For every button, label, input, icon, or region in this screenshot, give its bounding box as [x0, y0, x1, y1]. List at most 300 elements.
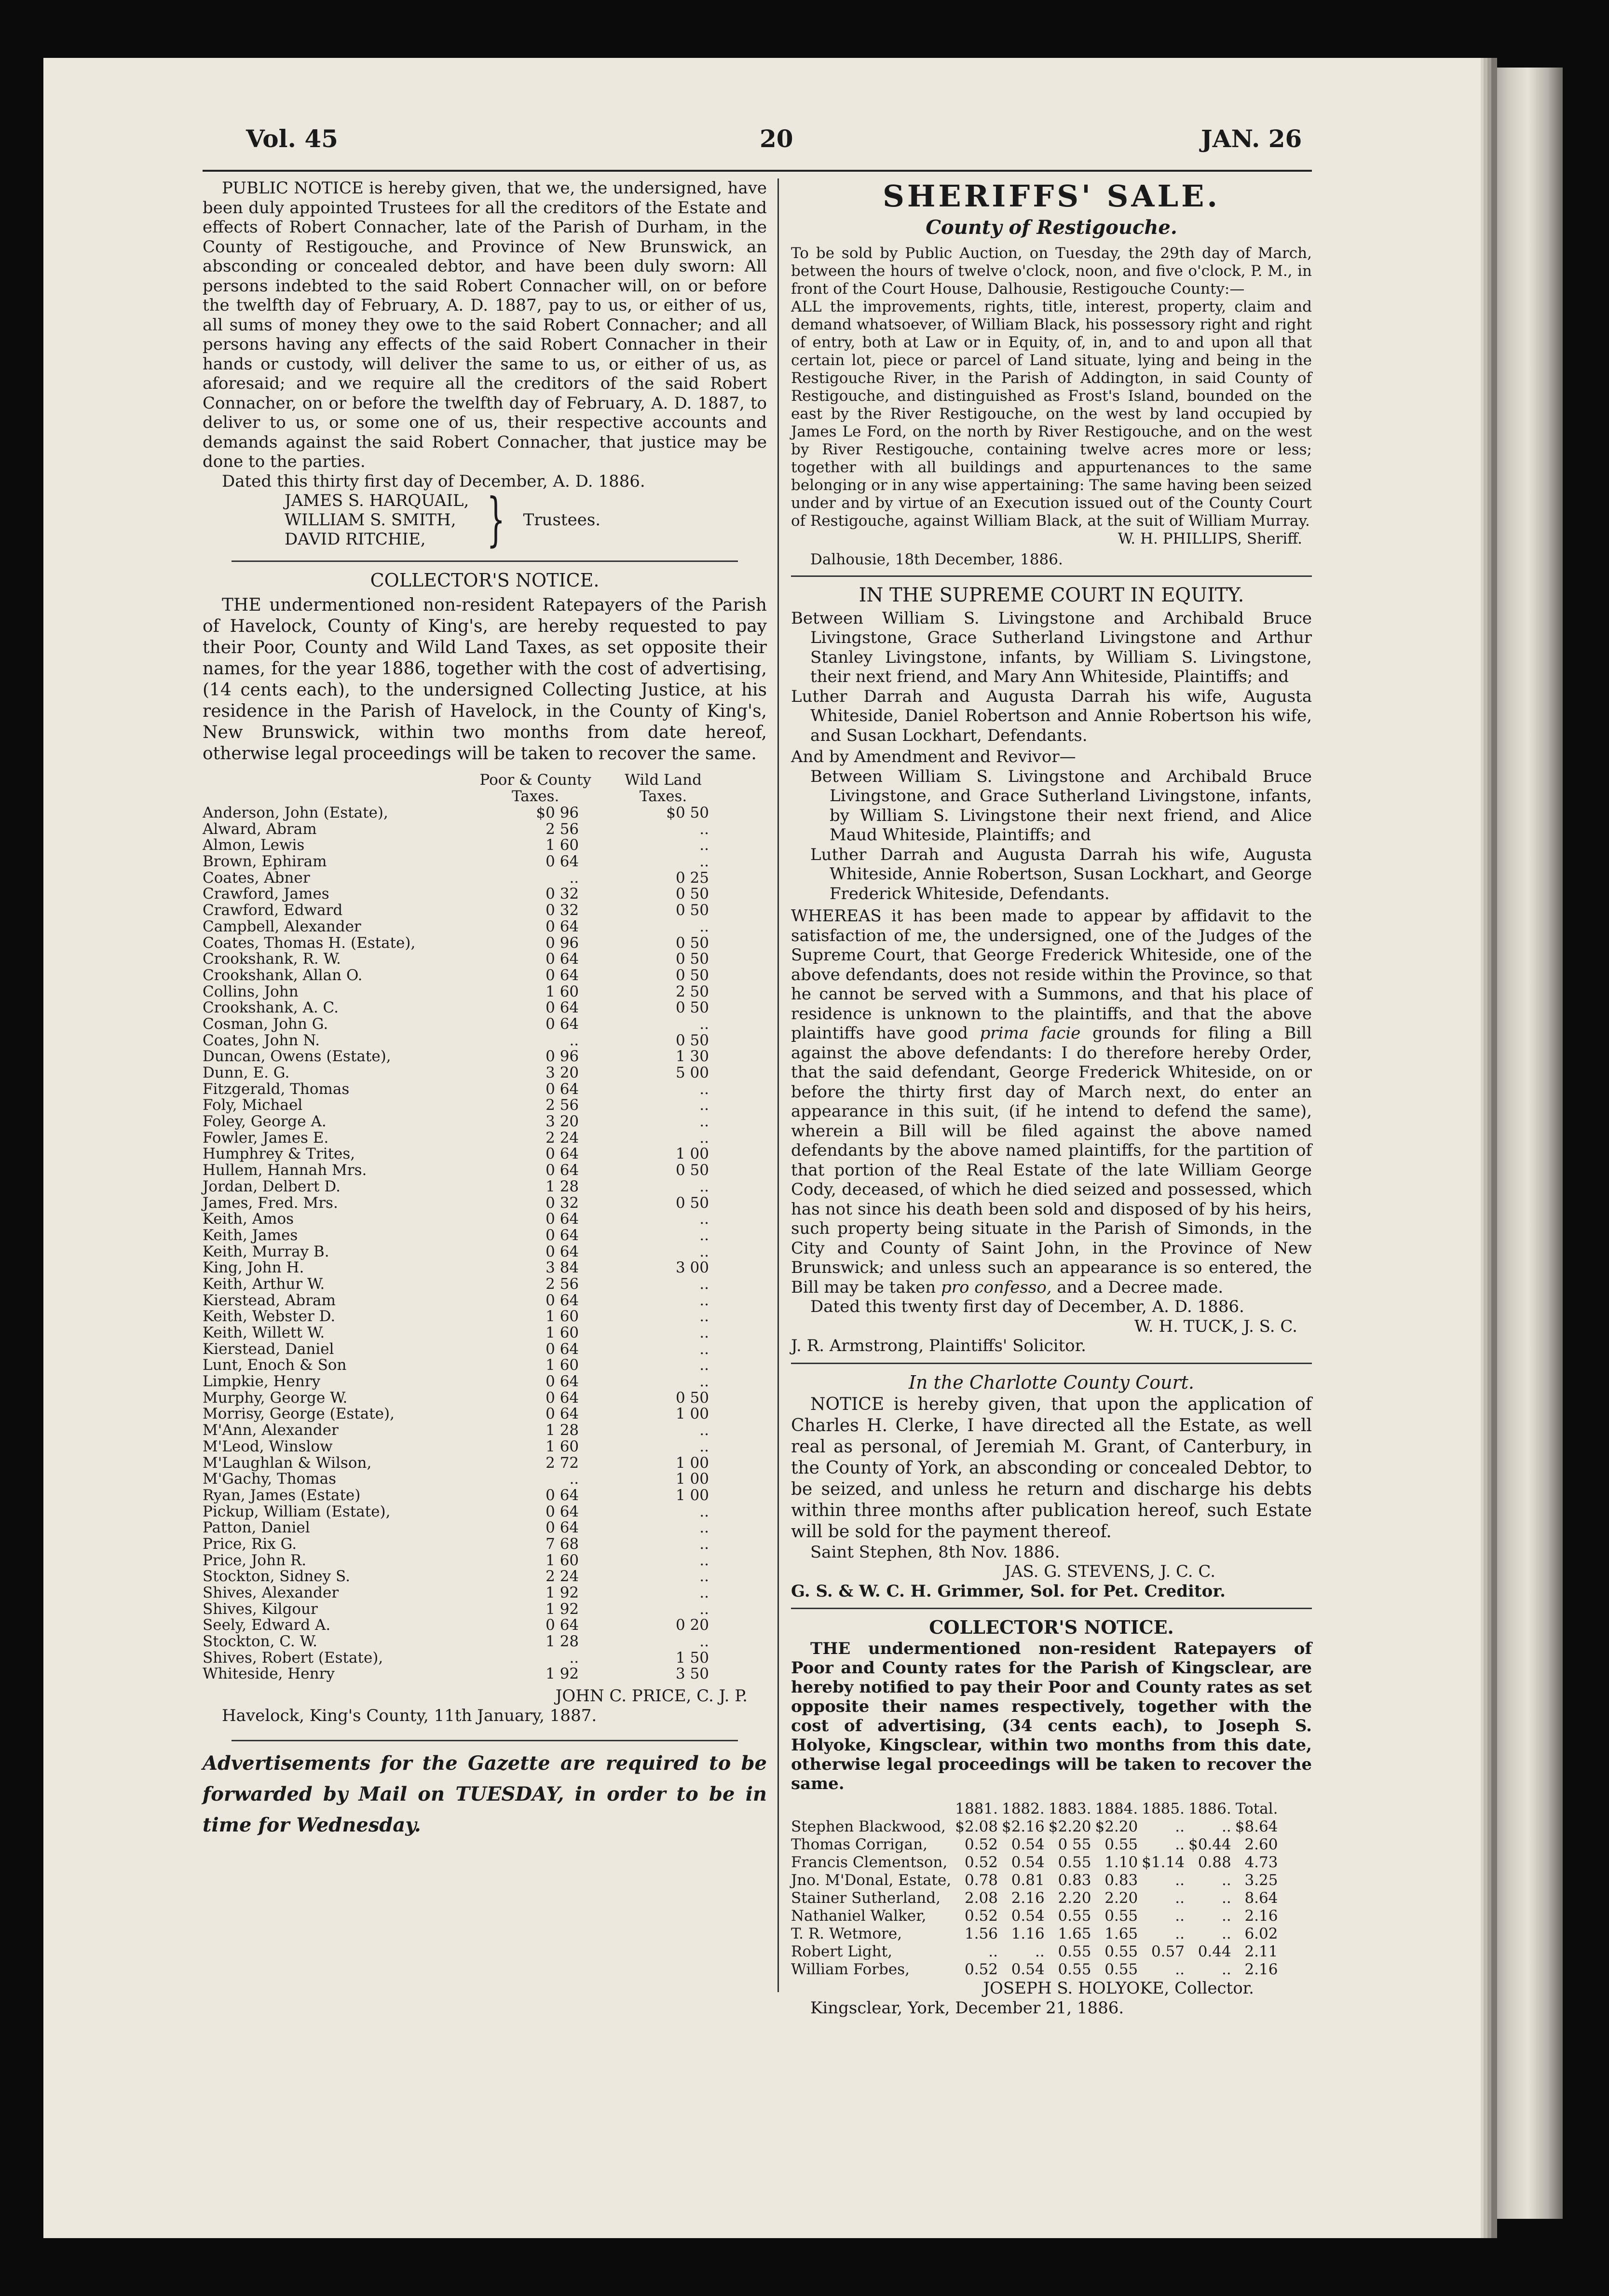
- rate-cell: 2.16: [1244, 1907, 1278, 1925]
- table-row: [203, 1406, 728, 1422]
- rate-cell: 0.52: [964, 1836, 998, 1853]
- rate-cell: 0 55: [1058, 1836, 1091, 1853]
- rate-cell: ..: [1175, 1961, 1185, 1978]
- ratepayer-name: T. R. Wetmore,: [791, 1925, 902, 1942]
- trustee-name: JAMES S. HARQUAIL,: [285, 491, 469, 510]
- rate-cell: 0.83: [1104, 1872, 1138, 1889]
- table-row: [203, 1341, 728, 1358]
- table-row: [203, 1130, 728, 1147]
- rate-cell: 0.55: [1058, 1961, 1091, 1978]
- rate-cell: 1.65: [1058, 1925, 1091, 1942]
- sheriffs-sale: [791, 178, 1312, 569]
- poor-county-tax: 1 92: [545, 1584, 579, 1601]
- table-row: [203, 902, 728, 919]
- wild-land-tax: 0 50: [675, 1194, 709, 1212]
- column-header: 1883.: [1048, 1800, 1091, 1818]
- sheriffs-sale-title: SHERIFFS' SALE.: [883, 178, 1220, 214]
- poor-county-tax: ..: [569, 1031, 579, 1049]
- rate-cell: 0.55: [1058, 1907, 1091, 1925]
- rate-cell: 0.57: [1151, 1943, 1185, 1960]
- ratepayer-name: Thomas Corrigan,: [791, 1836, 928, 1853]
- ratepayer-name: Stainer Sutherland,: [791, 1889, 941, 1907]
- rate-cell: 0.54: [1011, 1836, 1045, 1853]
- ratepayer-name: Patton, Daniel: [203, 1519, 310, 1537]
- column-header: 1886.: [1188, 1800, 1231, 1818]
- table-row: [791, 1907, 1282, 1925]
- trustee-name: DAVID RITCHIE,: [285, 530, 426, 549]
- rate-cell: 0.55: [1058, 1943, 1091, 1960]
- poor-county-tax: 0 64: [545, 1519, 579, 1537]
- wild-land-tax: 0 50: [675, 1162, 709, 1179]
- wild-land-tax: ..: [699, 1437, 709, 1455]
- table-row: [203, 1569, 728, 1585]
- table-row: [203, 1195, 728, 1212]
- equity-judge: W. H. TUCK, J. S. C.: [1134, 1316, 1297, 1336]
- rate-cell: $2.20: [1048, 1818, 1091, 1835]
- ratepayer-name: Crookshank, R. W.: [203, 950, 341, 968]
- trustee-signatures: [285, 486, 767, 553]
- issue-date: JAN. 26: [1201, 124, 1302, 153]
- col-wild-land: Wild Land Taxes.: [625, 771, 702, 805]
- ratepayer-name: Dunn, E. G.: [203, 1064, 290, 1081]
- poor-county-tax: 1 28: [545, 1633, 579, 1651]
- wild-land-tax: ..: [699, 1210, 709, 1228]
- poor-county-tax: 0 64: [545, 1243, 579, 1260]
- ratepayer-name: King, John H.: [203, 1259, 304, 1277]
- table-row: [203, 1488, 728, 1504]
- charlotte-title: In the Charlotte County Court.: [908, 1371, 1195, 1393]
- poor-county-tax: 1 28: [545, 1421, 579, 1439]
- table-row: [203, 1179, 728, 1195]
- ratepayer-name: Collins, John: [203, 983, 299, 1000]
- wild-land-tax: ..: [699, 1291, 709, 1309]
- poor-county-tax: 0 64: [545, 950, 579, 968]
- havelock-signature: JOHN C. PRICE, C. J. P.: [555, 1686, 748, 1706]
- charlotte-county-notice: [791, 1371, 1312, 1601]
- column-header: 1884.: [1095, 1800, 1138, 1818]
- wild-land-tax: ..: [699, 1535, 709, 1553]
- sheriff-signature: W. H. PHILLIPS, Sheriff.: [1118, 530, 1302, 547]
- rate-cell: 1.10: [1104, 1854, 1138, 1871]
- poor-county-tax: $0 96: [536, 804, 579, 821]
- rate-cell: 2.60: [1244, 1836, 1278, 1853]
- poor-county-tax: 2 72: [545, 1454, 579, 1472]
- ratepayer-name: Robert Light,: [791, 1943, 892, 1960]
- wild-land-tax: ..: [699, 853, 709, 871]
- poor-county-tax: 0 64: [545, 999, 579, 1017]
- sheriff-intro: To be sold by Public Auction, on Tuesday, the 29th day of March, between the hours of twelve o'clock, noon, and five o'clock, P. M., in front of the Court House, Dalhousie, Restigouche County:—: [791, 244, 1312, 298]
- wild-land-tax: 0 20: [675, 1616, 709, 1634]
- poor-county-tax: 2 56: [545, 1096, 579, 1114]
- wild-land-tax: 1 00: [675, 1470, 709, 1488]
- wild-land-tax: ..: [699, 1356, 709, 1374]
- county-heading: County of Restigouche.: [926, 216, 1177, 239]
- table-row: [203, 1211, 728, 1228]
- wild-land-tax: ..: [699, 1015, 709, 1033]
- wild-land-tax: ..: [699, 1340, 709, 1358]
- equity-revivor: And by Amendment and Revivor—: [791, 747, 1076, 766]
- rate-cell: 2.16: [1244, 1961, 1278, 1978]
- havelock-tax-table: [203, 771, 728, 1682]
- rate-cell: 3.25: [1244, 1872, 1278, 1889]
- ratepayer-name: Coates, Thomas H. (Estate),: [203, 934, 416, 952]
- ratepayer-name: Crookshank, Allan O.: [203, 966, 363, 984]
- rate-cell: 1.16: [1011, 1925, 1045, 1942]
- ratepayer-name: Fowler, James E.: [203, 1129, 329, 1147]
- kingsclear-body: THE undermentioned non-resident Ratepayers of Poor and County rates for the Parish of Kingsclear, are hereby notified to pay their Poor and County rates as set opposite their names respectively, together with the cost of advertising, (34 cents each), to Joseph S. Holyoke, Kingsclear, within two months from this date, otherwise legal proceedings will be taken to recover the same.: [791, 1639, 1312, 1793]
- havelock-place-date: Havelock, King's County, 11th January, 1887.: [222, 1706, 597, 1725]
- havelock-collector-notice: [203, 569, 767, 1725]
- brace-glyph: }: [487, 486, 505, 553]
- ratepayer-name: Jordan, Delbert D.: [203, 1177, 341, 1195]
- table-row: [203, 1390, 728, 1407]
- page-number: 20: [760, 124, 793, 153]
- wild-land-tax: ..: [699, 1177, 709, 1195]
- table-row: [203, 854, 728, 870]
- table-row: [203, 1585, 728, 1601]
- rate-cell: ..: [1222, 1818, 1231, 1835]
- column-header: Total.: [1235, 1800, 1278, 1818]
- ratepayer-name: Coates, John N.: [203, 1031, 320, 1049]
- rate-cell: 0.83: [1058, 1872, 1091, 1889]
- rate-cell: $0.44: [1188, 1836, 1231, 1853]
- table-row: [203, 1276, 728, 1293]
- ratepayer-name: Jno. M'Donal, Estate,: [791, 1872, 952, 1889]
- ratepayer-name: Keith, Arthur W.: [203, 1275, 325, 1293]
- rate-cell: 0.55: [1104, 1836, 1138, 1853]
- ratepayer-name: Francis Clementson,: [791, 1854, 948, 1871]
- wild-land-tax: 0 50: [675, 902, 709, 919]
- poor-county-tax: 2 56: [545, 1275, 579, 1293]
- ratepayer-name: Keith, Amos: [203, 1210, 294, 1228]
- table-row: [791, 1854, 1282, 1872]
- equity-body-start: WHEREAS it has been made to appear by affidavit to the satisfaction of me, the undersigned, one of the Judges of the Supreme Court, that George Frederick Whiteside, one of the above defendants, does not reside within the Province, so that he cannot be served with a Summons, and that his place of residence is unknown to the plaintiffs, and that the above plaintiffs have good: [791, 906, 1312, 1043]
- poor-county-tax: 1 60: [545, 836, 579, 854]
- ratepayer-name: Stephen Blackwood,: [791, 1818, 946, 1835]
- poor-county-tax: 0 32: [545, 1194, 579, 1212]
- trustee-notice-dated: Dated this thirty first day of December, A. D. 1886.: [222, 471, 645, 491]
- rate-cell: 0.54: [1011, 1907, 1045, 1925]
- table-row: [203, 1244, 728, 1260]
- table-row: [791, 1836, 1282, 1854]
- wild-land-tax: 0 50: [675, 1389, 709, 1407]
- kingsclear-signature: JOSEPH S. HOLYOKE, Collector.: [983, 1979, 1254, 1998]
- rate-cell: 0.52: [964, 1854, 998, 1871]
- poor-county-tax: 0 64: [545, 1291, 579, 1309]
- poor-county-tax: 2 24: [545, 1568, 579, 1585]
- poor-county-tax: 0 64: [545, 1616, 579, 1634]
- rate-cell: 0.54: [1011, 1961, 1045, 1978]
- havelock-title: COLLECTOR'S NOTICE.: [370, 570, 600, 591]
- trustee-notice: [203, 178, 767, 553]
- havelock-body: THE undermentioned non-resident Ratepayers of the Parish of Havelock, County of King's, are hereby requested to pay their Poor, County and Wild Land Taxes, as set opposite their names, for the year 1886, together with the cost of advertising, (14 cents each), to the undersigned Collecting Justice, at his residence in the Parish of Havelock, in the County of King's, New Brunswick, within two months from date hereof, otherwise legal proceedings will be taken to recover the same.: [203, 595, 767, 764]
- table-row: [791, 1961, 1282, 1979]
- table-row: [203, 1146, 728, 1162]
- volume-label: Vol. 45: [246, 124, 338, 153]
- table-row: [203, 984, 728, 1000]
- wild-land-tax: ..: [699, 1275, 709, 1293]
- wild-land-tax: 1 50: [675, 1649, 709, 1667]
- wild-land-tax: 0 50: [675, 999, 709, 1017]
- poor-county-tax: 0 64: [545, 1486, 579, 1504]
- wild-land-tax: ..: [699, 1633, 709, 1651]
- wild-land-tax: ..: [699, 1600, 709, 1618]
- equity-body-end: and a Decree made.: [1057, 1277, 1224, 1297]
- table-row: [203, 968, 728, 984]
- ratepayer-name: Duncan, Owens (Estate),: [203, 1048, 391, 1066]
- wild-land-tax: ..: [699, 1080, 709, 1098]
- rate-cell: ..: [1175, 1907, 1185, 1925]
- table-row: [203, 1228, 728, 1244]
- rate-cell: 0.55: [1104, 1943, 1138, 1960]
- table-row: [203, 1309, 728, 1325]
- prima-facie: prima facie: [980, 1024, 1081, 1043]
- poor-county-tax: 0 64: [545, 1373, 579, 1391]
- table-row: [203, 935, 728, 952]
- table-row: [203, 1504, 728, 1520]
- rate-cell: $1.14: [1142, 1854, 1185, 1871]
- table-row: [203, 951, 728, 968]
- table-row: [791, 1943, 1282, 1961]
- ratepayer-name: Morrisy, George (Estate),: [203, 1405, 395, 1423]
- col-poor-county: Poor & County Taxes.: [479, 771, 591, 805]
- wild-land-tax: 1 00: [675, 1145, 709, 1163]
- poor-county-tax: 1 92: [545, 1665, 579, 1683]
- equity-solicitor: J. R. Armstrong, Plaintiffs' Solicitor.: [791, 1336, 1086, 1355]
- ratepayer-name: M'Ann, Alexander: [203, 1421, 339, 1439]
- rate-cell: 2.16: [1011, 1889, 1045, 1907]
- charlotte-solicitor: G. S. & W. C. H. Grimmer, Sol. for Pet. Creditor.: [791, 1581, 1226, 1601]
- poor-county-tax: 0 64: [545, 1226, 579, 1244]
- ratepayer-name: M'Gachy, Thomas: [203, 1470, 337, 1488]
- rate-cell: ..: [1175, 1872, 1185, 1889]
- wild-land-tax: ..: [699, 1421, 709, 1439]
- table-row: [203, 837, 728, 854]
- wild-land-tax: 3 00: [675, 1259, 709, 1277]
- ratepayer-name: Ryan, James (Estate): [203, 1486, 361, 1504]
- equity-defendants: Luther Darrah and Augusta Darrah his wife, Augusta Whiteside, Daniel Robertson and Annie Robertson his wife, and Susan Lockhart, Defendants.: [791, 686, 1312, 745]
- kingsclear-place-date: Kingsclear, York, December 21, 1886.: [810, 1998, 1124, 2018]
- ratepayer-name: James, Fred. Mrs.: [203, 1194, 338, 1212]
- ratepayer-name: Cosman, John G.: [203, 1015, 328, 1033]
- pro-confesso: pro confesso,: [941, 1277, 1052, 1297]
- ratepayer-name: Murphy, George W.: [203, 1389, 348, 1407]
- poor-county-tax: 0 96: [545, 1048, 579, 1066]
- table-row: [791, 1818, 1282, 1836]
- wild-land-tax: ..: [699, 1308, 709, 1326]
- ratepayer-name: Price, John R.: [203, 1551, 307, 1569]
- ratepayer-name: Crawford, Edward: [203, 902, 343, 919]
- table-row: [203, 1439, 728, 1455]
- ratepayer-name: M'Leod, Winslow: [203, 1437, 333, 1455]
- charlotte-place-date: Saint Stephen, 8th Nov. 1886.: [810, 1542, 1060, 1562]
- section-rule: [232, 560, 738, 562]
- ratepayer-name: Keith, Murray B.: [203, 1243, 329, 1260]
- right-column: [791, 178, 1312, 2018]
- ratepayer-name: Hullem, Hannah Mrs.: [203, 1162, 367, 1179]
- table-row: [791, 1925, 1282, 1943]
- wild-land-tax: 0 50: [675, 1031, 709, 1049]
- wild-land-tax: 1 30: [675, 1048, 709, 1066]
- rate-cell: ..: [1222, 1889, 1231, 1907]
- equity-parties-2: Between William S. Livingstone and Archibald Bruce Livingstone, and Grace Sutherland Livingstone, infants, by William S. Livingstone their next friend, and Alice Maud Whiteside, Plaintiffs; and: [810, 766, 1312, 845]
- poor-county-tax: 0 64: [545, 966, 579, 984]
- wild-land-tax: ..: [699, 1096, 709, 1114]
- rate-cell: 0.44: [1198, 1943, 1231, 1960]
- equity-body-mid: grounds for filing a Bill against the above defendants: I do therefore hereby Order, that the said defendant, George Frederick Whiteside, on or before the thirty first day of March next, do enter an appearance in this suit, (if he intend to defend the same), wherein a Bill will be filed against the above named defendants by the above named plaintiffs, for the partition of that portion of the Real Estate of the late William George Cody, deceased, of which he died seized and possessed, which has not since his death been sold and disposed of by his heirs, such property being situate in the Parish of Simonds, in the City and County of Saint John, in the Province of New Brunswick; and unless such an appearance is so entered, the Bill may be taken: [791, 1024, 1312, 1297]
- rate-cell: ..: [1175, 1925, 1185, 1942]
- table-row: [203, 1357, 728, 1374]
- ratepayer-name: Shives, Alexander: [203, 1584, 339, 1601]
- wild-land-tax: 0 50: [675, 966, 709, 984]
- table-row: [203, 1000, 728, 1016]
- wild-land-tax: ..: [699, 1324, 709, 1341]
- table-row: [203, 821, 728, 838]
- wild-land-tax: 3 50: [675, 1665, 709, 1683]
- ratepayer-name: Nathaniel Walker,: [791, 1907, 927, 1925]
- column-header: [791, 1800, 955, 1818]
- rate-cell: 2.20: [1058, 1889, 1091, 1907]
- wild-land-tax: ..: [699, 1373, 709, 1391]
- table-row: [203, 1081, 728, 1098]
- poor-county-tax: 0 64: [545, 1389, 579, 1407]
- kingsclear-tax-table: [791, 1800, 1282, 1979]
- wild-land-tax: ..: [699, 820, 709, 838]
- wild-land-tax: 0 50: [675, 950, 709, 968]
- rate-cell: 0.81: [1011, 1872, 1045, 1889]
- table-row: [203, 1114, 728, 1130]
- rate-cell: ..: [1035, 1943, 1045, 1960]
- ratepayer-name: Brown, Ephiram: [203, 853, 327, 871]
- poor-county-tax: 3 84: [545, 1259, 579, 1277]
- ratepayer-name: Humphrey & Trites,: [203, 1145, 355, 1163]
- wild-land-tax: $0 50: [666, 804, 709, 821]
- ratepayer-name: Seely, Edward A.: [203, 1616, 331, 1634]
- trustee-name: WILLIAM S. SMITH,: [285, 510, 456, 530]
- ratepayer-name: Alward, Abram: [203, 820, 317, 838]
- table-row: [791, 1889, 1282, 1907]
- table-row: [203, 1601, 728, 1618]
- ratepayer-name: Whiteside, Henry: [203, 1665, 335, 1683]
- poor-county-tax: 1 60: [545, 1437, 579, 1455]
- poor-county-tax: 0 64: [545, 1162, 579, 1179]
- rate-cell: 0.54: [1011, 1854, 1045, 1871]
- equity-dated: Dated this twenty first day of December, A. D. 1886.: [810, 1297, 1244, 1316]
- table-row: [203, 1553, 728, 1569]
- wild-land-tax: 0 25: [675, 869, 709, 887]
- ratepayer-name: Limpkie, Henry: [203, 1373, 321, 1391]
- poor-county-tax: 0 64: [545, 853, 579, 871]
- charlotte-body: NOTICE is hereby given, that upon the application of Charles H. Clerke, I have directed all the Estate, as well real as personal, of Jeremiah M. Grant, of Canterbury, in the County of York, an absconding or concealed Debtor, to be seized, and unless he return and discharge his debts within three months after publication hereof, such Estate will be sold for the payment thereof.: [791, 1394, 1312, 1542]
- table-row: [203, 1293, 728, 1309]
- ratepayer-name: Price, Rix G.: [203, 1535, 297, 1553]
- equity-defendants-2: Luther Darrah and Augusta Darrah his wife, Augusta Whiteside, Annie Robertson, Susan Lockhart, and George Frederick Whiteside, Defendants.: [810, 845, 1312, 903]
- wild-land-tax: ..: [699, 1568, 709, 1585]
- table-row: [203, 1536, 728, 1553]
- rate-cell: 0.55: [1058, 1854, 1091, 1871]
- poor-county-tax: 0 64: [545, 1405, 579, 1423]
- poor-county-tax: ..: [569, 869, 579, 887]
- ratepayer-name: Keith, Webster D.: [203, 1308, 336, 1326]
- wild-land-tax: 1 00: [675, 1405, 709, 1423]
- rate-cell: 1.65: [1104, 1925, 1138, 1942]
- ratepayer-name: Shives, Robert (Estate),: [203, 1649, 383, 1667]
- ratepayer-name: William Forbes,: [791, 1961, 910, 1978]
- ratepayer-name: Stockton, C. W.: [203, 1633, 317, 1651]
- ratepayer-name: Crawford, James: [203, 885, 329, 903]
- poor-county-tax: 1 60: [545, 983, 579, 1000]
- wild-land-tax: ..: [699, 917, 709, 935]
- equity-parties: Between William S. Livingstone and Archibald Bruce Livingstone, Grace Sutherland Livingstone and Arthur Stanley Livingstone, infants, by William S. Livingstone, their next friend, and Mary Ann Whiteside, Plaintiffs; and: [791, 608, 1312, 686]
- rate-cell: $2.16: [1001, 1818, 1045, 1835]
- table-row: [203, 1097, 728, 1114]
- rate-cell: 8.64: [1244, 1889, 1278, 1907]
- poor-county-tax: 0 64: [545, 1015, 579, 1033]
- wild-land-tax: 1 00: [675, 1454, 709, 1472]
- ratepayer-name: Shives, Kilgour: [203, 1600, 318, 1618]
- poor-county-tax: 0 64: [545, 917, 579, 935]
- table-row: [203, 1065, 728, 1081]
- table-row: [203, 1634, 728, 1650]
- wild-land-tax: ..: [699, 1226, 709, 1244]
- rate-cell: 1.56: [964, 1925, 998, 1942]
- rate-cell: 6.02: [1244, 1925, 1278, 1942]
- ratepayer-name: Kierstead, Abram: [203, 1291, 336, 1309]
- poor-county-tax: 0 96: [545, 934, 579, 952]
- table-row: [203, 1325, 728, 1341]
- section-rule: [791, 575, 1312, 577]
- sheriff-body: ALL the improvements, rights, title, interest, property, claim and demand whatsoever, of William Black, his possessory right and right of entry, both at Law or in Equity, of, in, and to and upon all that certain lot, piece or parcel of Land situate, lying and being in the Restigouche River, in the Parish of Addington, in said County of Restigouche, and distinguished as Frost's Island, bounded on the east by the River Restigouche, on the west by land occupied by James Le Ford, on the north by River Restigouche, and on the west by River Restigouche, containing twelve acres more or less; together with all buildings and appurtenances to the same belonging or in any wise appertaining: The same having been seized under and by virtue of an Execution issued out of the County Court of Restigouche, against William Black, at the suit of William Murray.: [791, 298, 1312, 530]
- rate-cell: 0.78: [964, 1872, 998, 1889]
- wild-land-tax: 0 50: [675, 885, 709, 903]
- rate-cell: ..: [1222, 1925, 1231, 1942]
- equity-notice: [791, 584, 1312, 1356]
- poor-county-tax: 3 20: [545, 1113, 579, 1131]
- poor-county-tax: 2 24: [545, 1129, 579, 1147]
- ratepayer-name: Keith, James: [203, 1226, 298, 1244]
- rate-cell: $2.20: [1095, 1818, 1138, 1835]
- wild-land-tax: ..: [699, 836, 709, 854]
- charlotte-judge: JAS. G. STEVENS, J. C. C.: [1004, 1562, 1215, 1581]
- poor-county-tax: 0 64: [545, 1080, 579, 1098]
- poor-county-tax: 1 60: [545, 1324, 579, 1341]
- table-row: [791, 1872, 1282, 1889]
- poor-county-tax: 0 64: [545, 1145, 579, 1163]
- rate-cell: ..: [1175, 1889, 1185, 1907]
- rate-cell: 0.55: [1104, 1961, 1138, 1978]
- ratepayer-name: Keith, Willett W.: [203, 1324, 325, 1341]
- kingsclear-title: COLLECTOR'S NOTICE.: [929, 1616, 1174, 1638]
- rate-cell: 4.73: [1244, 1854, 1278, 1871]
- wild-land-tax: 0 50: [675, 934, 709, 952]
- section-rule: [232, 1740, 738, 1741]
- table-row: [203, 886, 728, 902]
- wild-land-tax: ..: [699, 1551, 709, 1569]
- ratepayer-name: Stockton, Sidney S.: [203, 1568, 350, 1585]
- ratepayer-name: Crookshank, A. C.: [203, 999, 339, 1017]
- wild-land-tax: ..: [699, 1584, 709, 1601]
- table-row: [203, 1049, 728, 1065]
- rate-cell: ..: [988, 1943, 998, 1960]
- poor-county-tax: 2 56: [545, 820, 579, 838]
- column-divider: [777, 178, 779, 1992]
- table-row: [203, 1650, 728, 1667]
- ratepayer-name: Foly, Michael: [203, 1096, 303, 1114]
- poor-county-tax: 1 28: [545, 1177, 579, 1195]
- wild-land-tax: 5 00: [675, 1064, 709, 1081]
- rate-cell: 0.55: [1104, 1907, 1138, 1925]
- wild-land-tax: ..: [699, 1129, 709, 1147]
